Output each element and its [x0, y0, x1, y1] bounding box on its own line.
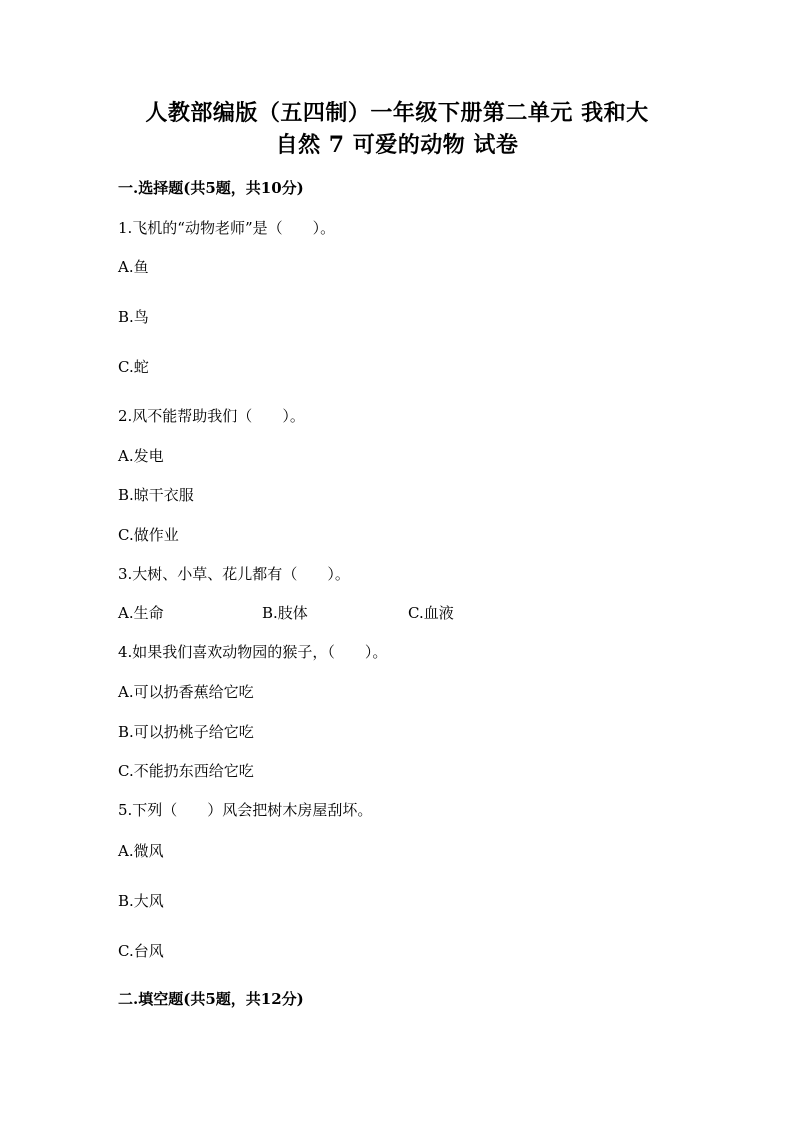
question-1-option-b: B.鸟: [118, 308, 149, 326]
question-3-option-c: C.血液: [408, 604, 454, 622]
section-heading-fill-blank: 二.填空题(共5题，共12分): [118, 990, 304, 1008]
question-1-option-c: C.蛇: [118, 358, 149, 376]
question-5-stem: 5.下列（ ）风会把树木房屋刮坏。: [118, 801, 373, 819]
question-4-stem: 4.如果我们喜欢动物园的猴子，（ ）。: [118, 643, 388, 661]
question-5-option-c: C.台风: [118, 942, 164, 960]
question-1-stem: 1.飞机的“动物老师”是（ ）。: [118, 219, 336, 237]
question-3-option-b: B.肢体: [262, 604, 308, 622]
question-3-stem: 3.大树、小草、花儿都有（ ）。: [118, 565, 350, 583]
question-4-option-b: B.可以扔桃子给它吃: [118, 723, 254, 741]
question-2-stem: 2.风不能帮助我们（ ）。: [118, 407, 305, 425]
question-5-option-a: A.微风: [118, 842, 164, 860]
question-2-option-c: C.做作业: [118, 526, 179, 544]
question-5-option-b: B.大风: [118, 892, 164, 910]
question-3-options-row: [118, 603, 618, 623]
question-4-option-c: C.不能扔东西给它吃: [118, 762, 254, 780]
question-2-option-b: B.晾干衣服: [118, 486, 194, 504]
question-2-option-a: A.发电: [118, 447, 164, 465]
question-4-option-a: A.可以扔香蕉给它吃: [118, 683, 254, 701]
question-1-option-a: A.鱼: [118, 258, 149, 276]
page-title-line1: 人教部编版（五四制）一年级下册第二单元 我和大: [145, 100, 649, 126]
section-heading-choice: 一.选择题(共5题，共10分): [118, 179, 304, 197]
page-title-line2: 自然 7 可爱的动物 试卷: [275, 132, 519, 158]
question-3-option-a: A.生命: [118, 604, 164, 622]
